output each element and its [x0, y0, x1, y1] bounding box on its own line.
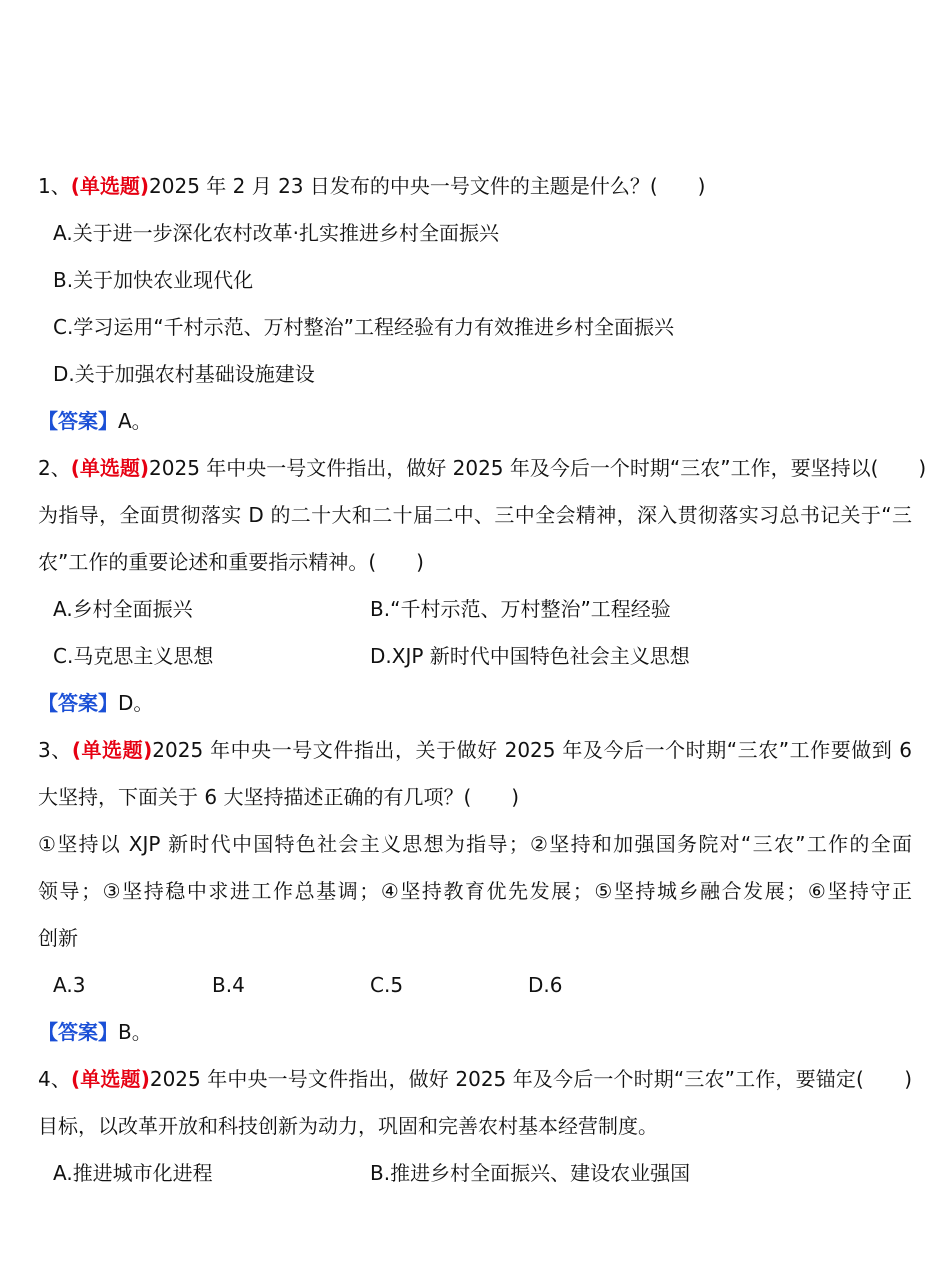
option-a: A.推进城市化进程 [53, 1161, 213, 1185]
option-c: C.5 [370, 973, 404, 997]
question-type-tag: (单选题) [70, 174, 150, 198]
question-1-stem [38, 172, 705, 200]
option-d: D.关于加强农村基础设施建设 [53, 362, 315, 386]
question-type-tag: (单选题) [71, 738, 153, 762]
option-c: C.马克思主义思想 [53, 644, 214, 668]
option-a: A.3 [53, 973, 86, 997]
answer-label: 【答案】 [38, 691, 118, 715]
question-text: 2025 年 2 月 23 日发布的中央一号文件的主题是什么？( ) [149, 174, 706, 198]
option-b: B.“千村示范、万村整治”工程经验 [370, 597, 671, 621]
answer-3 [38, 1018, 152, 1046]
option-b: B.推进乡村全面振兴、建设农业强国 [370, 1161, 691, 1185]
question-2-stem [38, 454, 927, 482]
option-a: A.乡村全面振兴 [53, 597, 193, 621]
question-number: 1、 [38, 174, 71, 198]
option-d: D.6 [528, 973, 563, 997]
option-a: A.关于进一步深化农村改革·扎实推进乡村全面振兴 [53, 221, 500, 245]
question-3-stem-line-3: ①坚持以 XJP 新时代中国特色社会主义思想为指导；②坚持和加强国务院对“三农”工作的全面 [38, 832, 912, 856]
question-3-stem-line-2: 大坚持，下面关于 6 大坚持描述正确的有几项？( ) [38, 785, 520, 809]
question-3-stem-line-4: 领导；③坚持稳中求进工作总基调；④坚持教育优先发展；⑤坚持城乡融合发展；⑥坚持守正 [38, 879, 912, 903]
question-4-stem [38, 1065, 912, 1093]
question-type-tag: (单选题) [70, 456, 150, 480]
question-type-tag: (单选题) [71, 1067, 150, 1091]
answer-1 [38, 407, 152, 435]
option-b: B.4 [212, 973, 245, 997]
question-number: 2、 [38, 456, 71, 480]
answer-label: 【答案】 [38, 409, 118, 433]
question-number: 4、 [38, 1067, 71, 1091]
option-b: B.关于加快农业现代化 [53, 268, 254, 292]
option-c: C.学习运用“千村示范、万村整治”工程经验有力有效推进乡村全面振兴 [53, 315, 675, 339]
question-number: 3、 [38, 738, 72, 762]
answer-value: A。 [118, 409, 152, 433]
question-3-stem-line-5: 创新 [38, 926, 78, 950]
answer-value: B。 [118, 1020, 152, 1044]
question-2-stem-line-2: 为指导，全面贯彻落实 D 的二十大和二十届二中、三中全会精神，深入贯彻落实习总书记关于“三 [38, 503, 912, 527]
option-d: D.XJP 新时代中国特色社会主义思想 [370, 644, 690, 668]
question-text: 2025 年中央一号文件指出，关于做好 2025 年及今后一个时期“三农”工作要做到 6 [152, 738, 912, 762]
answer-label: 【答案】 [38, 1020, 118, 1044]
answer-value: D。 [118, 691, 154, 715]
question-3-stem [38, 736, 912, 764]
answer-2 [38, 689, 153, 717]
question-text: 2025 年中央一号文件指出，做好 2025 年及今后一个时期“三农”工作，要坚持以( ) [149, 456, 927, 480]
question-4-stem-line-2: 目标，以改革开放和科技创新为动力，巩固和完善农村基本经营制度。 [38, 1114, 658, 1138]
question-text: 2025 年中央一号文件指出，做好 2025 年及今后一个时期“三农”工作，要锚定( ) [149, 1067, 912, 1091]
question-2-stem-line-3: 农”工作的重要论述和重要指示精神。( ) [38, 550, 424, 574]
